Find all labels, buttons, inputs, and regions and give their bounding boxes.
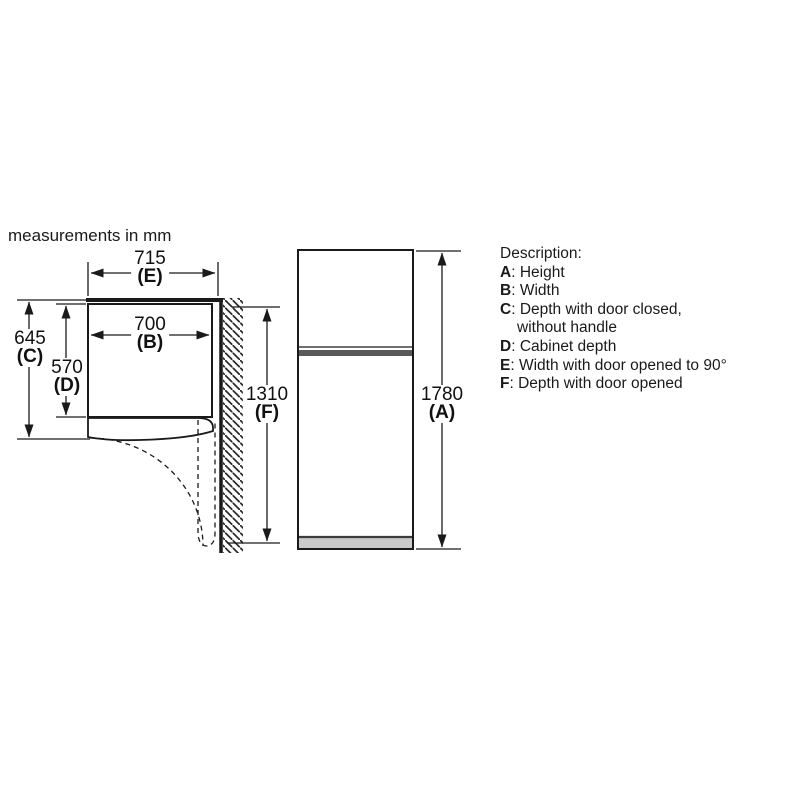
description-item-B: B: Width	[500, 282, 560, 300]
dim-label-F	[243, 385, 291, 423]
description-legend	[500, 245, 727, 394]
dim-label-B	[131, 315, 169, 353]
dim-label-E	[131, 249, 169, 287]
description-item-E: E: Width with door opened to 90°	[500, 356, 727, 374]
dim-letter-D: (D)	[53, 375, 81, 396]
description-item-D: D: Cabinet depth	[500, 337, 617, 355]
dim-letter-F: (F)	[254, 402, 280, 423]
description-item-A: A: Height	[500, 263, 565, 281]
dim-letter-B: (B)	[136, 332, 164, 353]
description-item-C: C: Depth with door closed,	[500, 300, 682, 318]
dim-label-A	[418, 385, 466, 423]
dim-value-D: 570	[51, 357, 83, 378]
dim-letter-A: (A)	[428, 402, 456, 423]
top-view	[17, 262, 280, 553]
door-open-outline	[198, 420, 215, 546]
dim-label-C	[11, 329, 49, 367]
description-item-F: F: Depth with door opened	[500, 375, 683, 393]
description-item-C-line2: without handle	[517, 319, 617, 337]
dim-label-D	[48, 358, 86, 396]
door-closed-outline	[88, 418, 213, 440]
dim-value-A: 1780	[420, 384, 464, 405]
dim-letter-C: (C)	[16, 346, 44, 367]
base-strip	[299, 537, 412, 548]
dim-value-B: 700	[134, 314, 166, 335]
dim-value-F: 1310	[245, 384, 289, 405]
door-swing-arc	[90, 438, 203, 546]
wall-hatch	[223, 298, 243, 553]
dim-value-C: 645	[14, 328, 46, 349]
units-note: measurements in mm	[8, 226, 172, 245]
fridge-outline	[298, 250, 413, 549]
description-heading: Description:	[500, 245, 582, 262]
dim-letter-E: (E)	[137, 266, 163, 287]
divider-bar	[299, 350, 412, 356]
dim-value-E: 715	[134, 248, 166, 269]
